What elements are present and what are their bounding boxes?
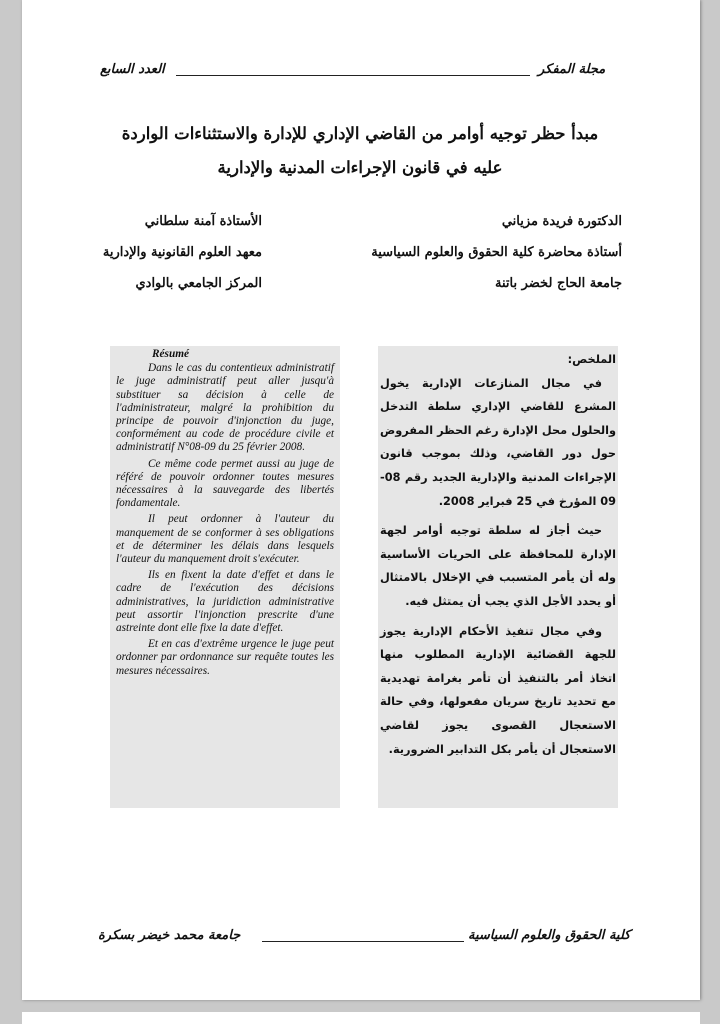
resume-text <box>116 348 334 681</box>
header-issue: العدد السابع <box>100 62 165 77</box>
arabic-summary-box <box>378 346 618 808</box>
author2-position: معهد العلوم القانونية والإدارية <box>102 245 262 260</box>
header-rule <box>176 75 530 76</box>
next-page-edge <box>22 1012 700 1024</box>
footer-rule <box>262 941 464 942</box>
author1-position: أستاذة محاضرة كلية الحقوق والعلوم السياسية <box>371 245 622 260</box>
author1-block <box>371 206 622 299</box>
resume-paragraph: Et en cas d'extrême urgence le juge peut ordonner par ordonnance sur requête toutes les mesures nécessaires. <box>116 638 334 677</box>
author2-institution: المركز الجامعي بالوادي <box>135 276 262 291</box>
arabic-summary-title: الملخص: <box>567 353 616 366</box>
article-title-line1: مبدأ حظر توجيه أوامر من القاضي الإداري للإدارة والاستثناءات الواردة <box>121 124 599 143</box>
resume-paragraph: Il peut ordonner à l'auteur du manquement de se conformer à ses obligations et de déterminer les délais dans lesquels l'auteur du manquement droit s'exécuter. <box>116 513 334 566</box>
arabic-summary-paragraph: في مجال المنازعات الإدارية يخول المشرع للقاضي الإداري سلطة التدخل والحلول محل الإدارة رغم الحظر المفروض حول دور القاضي، وذلك بموجب قانون الإجراءات المدنية والإدارية الجديد رقم 08-09 المؤرخ في 25 فبراير 2008. <box>380 376 616 508</box>
author1-institution: جامعة الحاج لخضر باتنة <box>495 276 622 291</box>
resume-paragraph: Ils en fixent la date d'effet et dans le cadre de l'exécution des décisions administratives, la juridiction administrative peut assortir l'injonction prescrite d'une astreinte dont elle fixe la date d'effet. <box>116 569 334 635</box>
arabic-summary-text <box>380 348 616 767</box>
resume-box <box>110 346 340 808</box>
arabic-summary-paragraph: وفي مجال تنفيذ الأحكام الإدارية يجوز للجهة القضائية الإدارية المطلوب منها اتخاذ أمر بالتنفيذ أن تأمر بغرامة تهديدية مع تحديد تاريخ سريان مفعولها، وفي حالة الاستعجال القصوى يجوز لقاضي الاستعجال أن يأمر بكل التدابير الضرورية. <box>380 624 616 756</box>
author1-name: الدكتورة فريدة مزياني <box>501 214 622 229</box>
header-journal: مجلة المفكر <box>538 62 606 77</box>
author2-name: الأستاذة آمنة سلطاني <box>144 214 262 229</box>
author2-block <box>103 206 262 299</box>
footer-university: جامعة محمد خيضر بسكرة <box>98 928 241 943</box>
resume-paragraph: Dans le cas du contentieux administratif le juge administratif peut aller jusqu'à substituer sa décision à celle de l'administrateur, malgré la prohibition du principe de pouvoir d'injonction du juge, conformément au code de procédure civile et administratif N°08-09 du 25 février 2008. <box>116 362 334 454</box>
article-title-line2: عليه في قانون الإجراءات المدنية والإدارية <box>217 158 503 177</box>
arabic-summary-paragraph: حيث أجاز له سلطة توجيه أوامر لجهة الإدارة للمحافظة على الحريات الأساسية وله أن يأمر المتسبب في الإخلال بالامتثال أو يحدد الأجل الذي يجب أن يمتثل فيه. <box>380 524 616 608</box>
footer-faculty: كلية الحقوق والعلوم السياسية <box>468 928 631 943</box>
resume-title: Résumé <box>152 348 190 360</box>
resume-paragraph: Ce même code permet aussi au juge de référé de pouvoir ordonner toutes mesures nécessaires à la sauvegarde des libertés fondamentale. <box>116 457 334 510</box>
